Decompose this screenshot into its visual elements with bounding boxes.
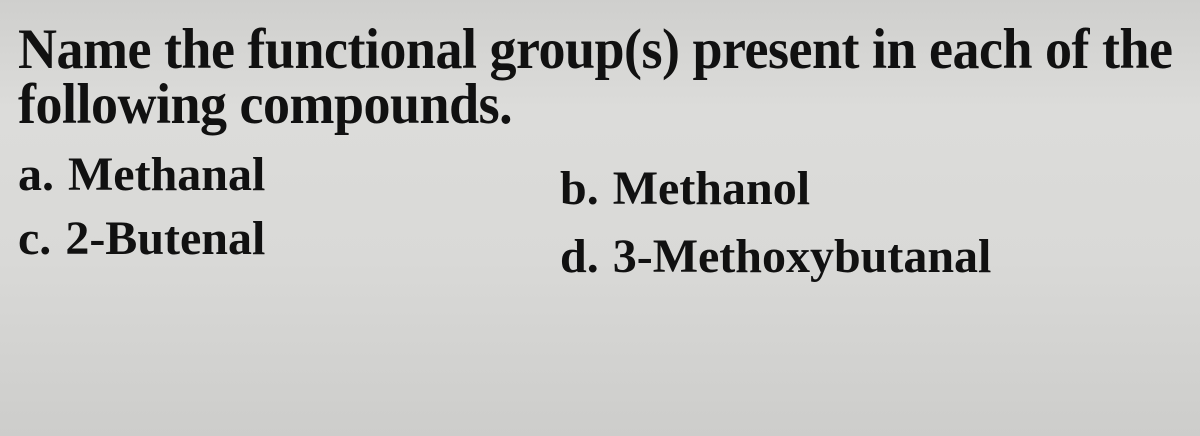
option-c-name: 2-Butenal — [65, 212, 266, 265]
option-a — [18, 150, 265, 200]
option-a-name: Methanal — [68, 148, 266, 201]
option-b-name: Methanol — [612, 162, 811, 215]
option-d — [560, 232, 991, 282]
option-b-letter: b. — [560, 162, 599, 215]
question-text — [18, 17, 1178, 136]
question-line-1: Name the functional group(s) present in each of the — [18, 17, 1173, 81]
option-d-letter: d. — [560, 230, 599, 283]
question-line-2: following compounds. — [18, 72, 513, 136]
option-c — [18, 214, 265, 264]
option-d-name: 3-Methoxybutanal — [612, 230, 992, 283]
option-c-letter: c. — [18, 212, 52, 265]
option-b — [560, 164, 810, 214]
option-a-letter: a. — [18, 148, 54, 201]
